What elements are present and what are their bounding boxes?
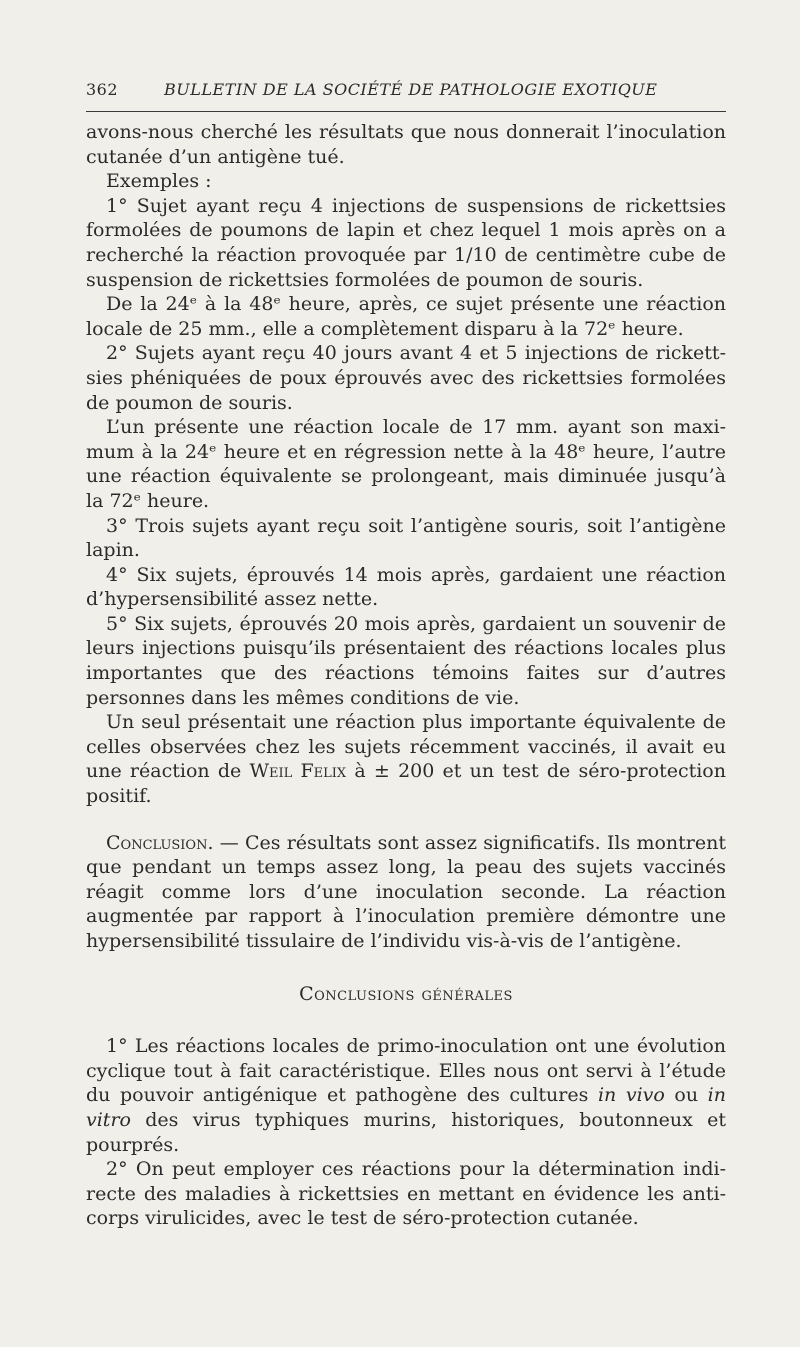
header-rule	[86, 111, 726, 112]
running-header	[86, 80, 726, 108]
author-name: Weil Felix	[249, 760, 347, 783]
paragraph: De la 24ᵉ à la 48ᵉ heure, après, ce sujet présente une réaction locale de 25 mm., elle a complètement disparu à la 72ᵉ heure.	[86, 293, 726, 340]
paragraph: 2° On peut employer ces réactions pour la détermination indi-recte des maladies à rickettsies en mettant en évidence les anti-corps virulicides, avec le test de séro-protection cutanée.	[86, 1158, 726, 1230]
paragraph-text: 1° Les réactions locales de primo-inoculation ont une évolution cyclique tout à fait caractéristique. Elles nous ont servi à l’étude du pouvoir antigénique et pathogène des cultures	[86, 1035, 726, 1107]
running-title: BULLETIN DE LA SOCIÉTÉ DE PATHOLOGIE EXOTIQUE	[164, 80, 658, 99]
body-text	[86, 120, 726, 1231]
paragraph	[86, 710, 726, 808]
paragraph: 3° Trois sujets ayant reçu soit l’antigène souris, soit l’antigène lapin.	[86, 514, 726, 562]
spacer	[86, 954, 726, 982]
page-number: 362	[86, 80, 119, 99]
italic-term: in vivo	[597, 1084, 665, 1107]
paragraph-text: des virus typhiques murins, historiques, boutonneux et pourprés.	[86, 1108, 726, 1156]
paragraph: 1° Sujet ayant reçu 4 injections de suspensions de rickettsies formolées de poumons de lapin et chez lequel 1 mois après on a recherché la réaction provoquée par 1/10 de centimètre cube de suspension de rickettsies formolées de poumon de souris.	[86, 194, 726, 291]
paragraph: avons-nous cherché les résultats que nous donnerait l’inoculation cutanée d’un antigène tué.	[86, 121, 726, 168]
paragraph: Exemples :	[106, 170, 212, 193]
spacer	[86, 809, 726, 831]
paragraph-text: — Ces résultats sont assez significatifs. Ils montrent que pendant un temps assez long, la peau des sujets vaccinés réagit comme lors d’une inoculation seconde. La réaction augmentée par rapport à l’inoculation première démontre une hypersensibilité tissulaire de l’individu vis-à-vis de l’antigène.	[86, 831, 726, 952]
paragraph-text: Un seul présentait une réaction plus importante équivalente de celles observées chez les sujets récemment vaccinés, il avait eu une réaction de	[86, 711, 726, 783]
paragraph: 2° Sujets ayant reçu 40 jours avant 4 et 5 injections de rickett-sies phéniquées de poux éprouvés avec des rickettsies formolées de poumon de souris.	[86, 342, 726, 414]
paragraph-text: à ± 200 et un test de séro-protection positif.	[86, 760, 726, 808]
paragraph: L’un présente une réaction locale de 17 mm. ayant son maxi-mum à la 24ᵉ heure et en régression nette à la 48ᵉ heure, l’autre une réaction équivalente se prolongeant, mais diminuée jusqu’à la 72ᵉ heure.	[86, 416, 726, 512]
paragraph: 5° Six sujets, éprouvés 20 mois après, gardaient un souvenir de leurs injections puisqu’ils présentaient des réactions locales plus importantes que des réactions témoins faites sur d’autres personnes dans les mêmes conditions de vie.	[86, 612, 726, 709]
spacer	[86, 1006, 726, 1034]
conclusion-paragraph	[86, 831, 726, 954]
conclusion-label: Conclusion.	[106, 831, 214, 854]
section-heading: Conclusions générales	[299, 982, 513, 1005]
paragraph: 4° Six sujets, éprouvés 14 mois après, gardaient une réaction d’hypersensibilité assez nette.	[86, 563, 726, 611]
paragraph	[86, 1034, 726, 1157]
italic-term: in vitro	[86, 1084, 726, 1131]
paragraph-text: ou	[664, 1084, 708, 1107]
